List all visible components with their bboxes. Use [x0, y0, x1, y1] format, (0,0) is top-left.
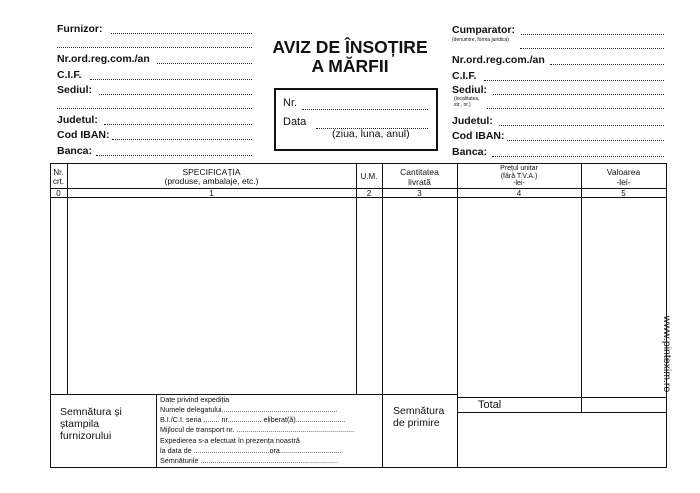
supplier-judetul-label: Judetul: [57, 114, 98, 126]
supplier-sediul-label: Sediul: [57, 84, 93, 96]
document-title [262, 38, 438, 76]
expedition-left-border [156, 394, 157, 468]
signature-receive[interactable]: Semnătura de primire [393, 405, 445, 429]
items-bottom-line [50, 394, 457, 395]
sediul-note-2: str., nr.) [454, 102, 471, 108]
exp-line-3[interactable]: Mijlocul de transport nr. ........................................................... [160, 425, 355, 434]
furnizor-field-2[interactable] [57, 47, 252, 48]
signature-supplier[interactable]: Semnătura și ștampila furnizorului [60, 406, 122, 442]
buyer-sediul-field[interactable] [493, 94, 664, 95]
supplier-banca-label: Banca: [57, 145, 93, 157]
doc-nr-field[interactable] [302, 109, 428, 110]
exp-line-5[interactable]: la data de ......................................ora............................... [160, 446, 342, 455]
buyer-banca-label: Banca: [452, 146, 488, 158]
supplier-nrord-field[interactable] [157, 63, 252, 64]
header-cantitatea: Cantitatea livrată [400, 167, 439, 187]
doc-nr-label: Nr. [283, 97, 298, 109]
col-divider-5 [581, 163, 582, 413]
furnizor-label: Furnizor: [57, 23, 103, 35]
col-number-3: 3 [417, 189, 422, 198]
document-number-box [274, 88, 438, 151]
buyer-sediul-field-2[interactable] [487, 108, 664, 109]
buyer-nrord-label: Nr.ord.reg.com./an [452, 54, 545, 66]
col-number-1: 1 [209, 189, 214, 198]
supplier-cif-label: C.I.F. [57, 69, 82, 81]
total-label: Total [478, 399, 502, 411]
header-pret-unitar: Prețul unitar (fără T.V.A.) -lei- [500, 165, 538, 187]
supplier-sediul-field-2[interactable] [57, 108, 252, 109]
exp-line-1[interactable]: Numele delegatului.......................................................... [160, 405, 338, 414]
table-left-border [50, 163, 51, 468]
buyer-nrord-field[interactable] [550, 64, 664, 65]
supplier-sediul-field[interactable] [99, 94, 252, 95]
furnizor-field[interactable] [111, 33, 252, 34]
buyer-banca-field[interactable] [492, 156, 664, 157]
doc-data-label: Data [283, 116, 307, 128]
exp-line-2[interactable]: B.I./C.I. seria ........ nr................. eliberat(ă)......................... [160, 415, 346, 424]
sediul-note-1: (localitatea, [454, 96, 480, 102]
col-number-5: 5 [621, 189, 626, 198]
title-line-1: AVIZ DE ÎNSOȚIRE [272, 37, 428, 57]
title-line-2: A MĂRFII [311, 56, 389, 76]
buyer-iban-label: Cod IBAN: [452, 130, 505, 142]
col-divider-3 [382, 163, 383, 468]
supplier-iban-field[interactable] [112, 139, 252, 140]
supplier-nrord-label: Nr.ord.reg.com./an [57, 53, 150, 65]
buyer-judetul-label: Judetul: [452, 115, 493, 127]
buyer-judetul-field[interactable] [499, 125, 664, 126]
website-text: www.pintexim.ro [661, 315, 673, 393]
buyer-cif-field[interactable] [484, 80, 664, 81]
header-valoarea: Valoarea -lei- [606, 167, 641, 187]
buyer-sediul-label: Sediul: [452, 84, 488, 96]
buyer-cif-label: C.I.F. [452, 70, 477, 82]
supplier-iban-label: Cod IBAN: [57, 129, 110, 141]
table-bottom-border [50, 467, 667, 468]
cumparator-field[interactable] [521, 34, 664, 35]
exp-line-6[interactable]: Semnăturile ..................................................................... [160, 456, 339, 465]
cumparator-note: (denumire, forma juridica) [452, 37, 509, 43]
header-nr-crt: Nr. crt. [52, 168, 65, 186]
items-area[interactable] [68, 198, 356, 394]
cumparator-field-2[interactable] [520, 48, 664, 49]
header-specificatia: SPECIFICAȚIA (produse, ambalaje, etc.) [164, 167, 259, 186]
total-value-field[interactable] [582, 398, 666, 412]
doc-date-hint: (ziua, luna, anul) [332, 128, 410, 140]
cumparator-label: Cumparator: [452, 24, 516, 36]
buyer-iban-field[interactable] [507, 140, 664, 141]
supplier-judetul-field[interactable] [104, 124, 252, 125]
col-divider-4 [457, 163, 458, 468]
col-number-0: 0 [56, 189, 61, 198]
header-um: U.M. [360, 172, 378, 181]
supplier-banca-field[interactable] [96, 155, 252, 156]
total-bottom-line [457, 412, 667, 413]
table-top-border [50, 163, 667, 164]
supplier-cif-field[interactable] [90, 79, 252, 80]
col-number-4: 4 [516, 189, 522, 198]
exp-line-4: Expedierea s-a efectuat în prezența noastră [160, 436, 300, 445]
col-number-2: 2 [366, 189, 372, 198]
exp-line-0: Date privind expediția [160, 395, 230, 404]
